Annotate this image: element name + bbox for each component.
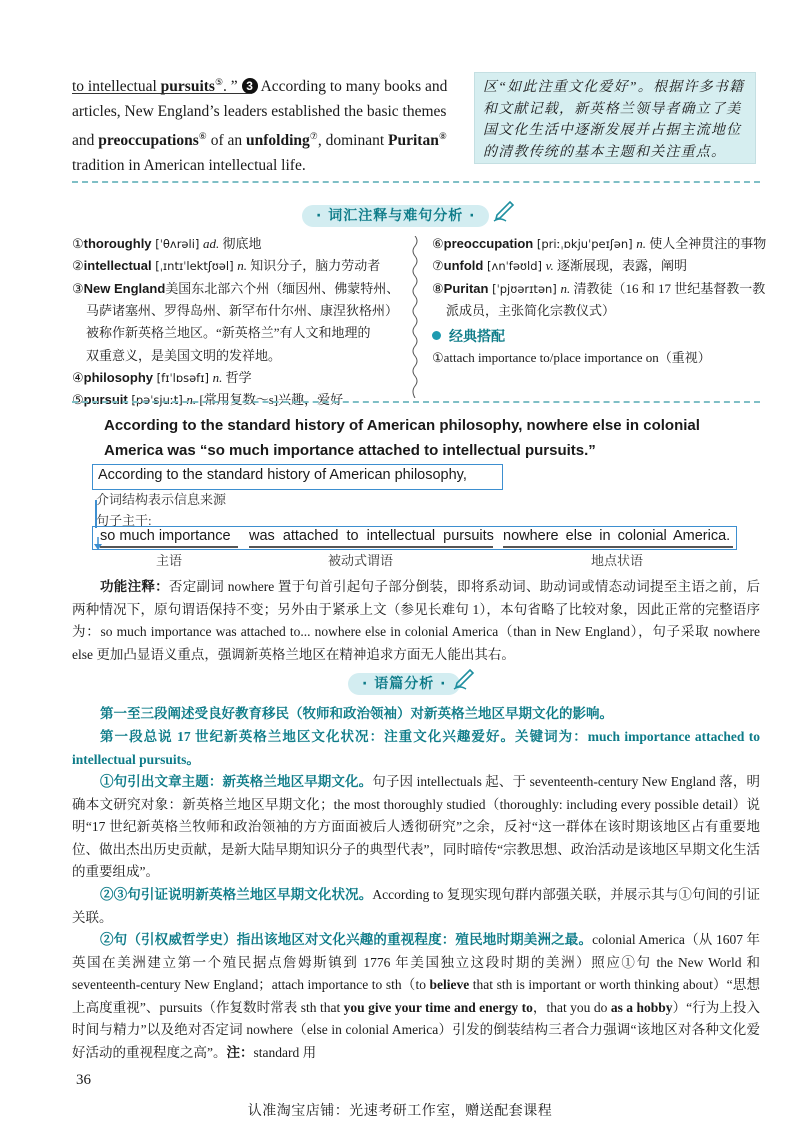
vocab-ipa: [ˈpjʊərɪtən] [488, 281, 561, 296]
vocab-word: intellectual [83, 258, 152, 274]
key-sentence: According to the standard history of American philosophy, nowhere else in colonial America was “so much importance attached to intellectual pursuits.” [104, 417, 700, 459]
vocab-ipa: [fɪˈlɒsəfɪ] [153, 370, 213, 385]
vocab-word: thoroughly [83, 236, 152, 251]
diagram-subject: so much importance [100, 528, 231, 544]
passage-english [72, 70, 472, 178]
vocab-pos: n. [636, 236, 650, 251]
vocab-entry [72, 255, 380, 277]
vocab-num: ④ [72, 369, 84, 385]
vocab-word: philosophy [83, 369, 153, 385]
underline-rule [72, 93, 252, 94]
vocab-meaning: 使人全神贯注的事物 [649, 236, 767, 251]
vocab-pos: ad. [203, 236, 223, 251]
vocab-ipa: [priːˌɒkjuˈpeɪʃən] [533, 237, 637, 251]
vocab-pos: n. [186, 392, 200, 408]
vocab-meaning: 哲学 [225, 369, 252, 385]
vocab-pos: n. [237, 258, 251, 274]
vocab-meaning: 清教徒（16 和 17 世纪基督教一教 [573, 280, 766, 296]
discourse-p1: 第一至三段阐述受良好教育移民（牧师和政治领袖）对新英格兰地区早期文化的影响。 [100, 706, 613, 721]
vocab-meaning: 逐渐展现，表露，阐明 [556, 258, 687, 274]
vocab-meaning: 双重意义，是美国文明的发祥地。 [86, 347, 282, 363]
translation-box: 区“如此注重文化爱好”。根据许多书籍和文献记载，新英格兰领导者确立了美国文化生活中逐渐发展并占据主流地位的清教传统的基本主题和关注重点。 [474, 72, 756, 164]
vocab-meaning: 马萨诸塞州、罗得岛州、新罕布什尔州、康涅狄格州） [86, 302, 399, 318]
page-number: 36 [76, 1072, 91, 1088]
discourse-p2: 第一段总说 17 世纪新英格兰地区文化状况：注重文化兴趣爱好。关键词为：much importance attached to intellectual pursuits。 [72, 729, 760, 767]
vocab-word: preoccupation [443, 236, 534, 251]
vocab-num: ⑦ [432, 258, 444, 274]
vocab-entry [446, 300, 615, 322]
vocab-num: ① [72, 236, 84, 251]
vocab-word: pursuit [83, 392, 128, 408]
vocab-num: ⑥ [432, 236, 444, 251]
diagram-row1-en: According to the standard history of American philosophy, [98, 467, 467, 483]
vocab-entry [72, 233, 262, 255]
adverbial-label: 地点状语 [591, 553, 644, 568]
passage-line-4: tradition in American intellectual life. [72, 157, 306, 174]
diagram-adverbial: nowhere else in colonial America. [503, 528, 731, 544]
subject-underline [100, 546, 238, 548]
function-note: 功能注释：否定副词 nowhere 置于句首引起句子部分倒装，即将系动词、助动词或情态动词提至主语之前，后两种情况下，原句谓语保持不变；另外由于紧承上文（参见长难句 1），本句省略了比较对象，因此正常的完整语序为：so much importance was attached to... nowhere else in colonial America（than in New England），句子采取 nowhere else 更加凸显语义重点，强调新英格兰地区在精神追求方面无人能出其右。 [72, 579, 760, 662]
vocab-ipa: [pəˈsjuːt] [127, 393, 187, 408]
adverbial-underline [503, 546, 733, 548]
bullet-dot-icon [432, 331, 441, 340]
diagram-row2-label: 句子主干: [96, 513, 152, 528]
vocab-num: ③ [72, 280, 84, 296]
vocab-entry [432, 233, 766, 255]
divider-top [72, 181, 760, 183]
discourse-p3: ①句引出文章主题：新英格兰地区早期文化。句子因 intellectuals 起、于 seventeenth-century New England 落，明确本文研究对象：新英格兰地区早期文化；the most thoroughly studied（thoroughly: including every possible detail）说明“17 世纪新英格兰牧师和政治领袖的方方面面被后人透彻研究”之余，反衬“这一群体在该时期该地区占有重要地位、做出杰出历史贡献，是新大陆早期知识分子的典型代表”，同时暗传“宗教思想、政治活动是该地区早期文化生活的重要组成”。 [72, 774, 761, 879]
vocab-meaning: 知识分子，脑力劳动者 [250, 258, 381, 274]
vocab-ipa: [ʌnˈfəʊld] [483, 259, 546, 274]
vocab-meaning: 美国东北部六个州（缅因州、佛蒙特州、 [165, 280, 400, 296]
vocab-ipa: [ˌɪntɪˈlektʃʊəl] [151, 259, 238, 274]
discourse-p5: ②句（引权威哲学史）指出该地区对文化兴趣的重视程度：殖民地时期美洲之最。colonial America（从 1607 年英国在美洲建立第一个殖民据点詹姆斯镇到 1776 年美国独立这段时期的美洲）照应①句 the New World 和 seventeenth-century New England；attach importance to sth（to believe that sth is important or worth thinking about）“思想上高度重视”、pursuits（作复数时常表 sth that you give your time and energy to，that you do as a hobby）“行为上投入时间与精力”以及绝对否定词 nowhere（else in colonial America）引发的倒装结构三者合力强调“该地区对各种文化爱好活动的重视程度之高”。注：standard 用 [72, 932, 761, 1060]
discourse-section-title: · 语篇分析 · [348, 673, 460, 695]
diagram-row1-zh: 介词结构表示信息来源 [96, 492, 227, 507]
vocab-pos: n. [560, 280, 574, 296]
footer-note: 认准淘宝店铺：光速考研工作室，赠送配套课程 [247, 1104, 553, 1119]
vocab-word: unfold [443, 258, 484, 274]
predicate-underline [249, 546, 493, 548]
vocab-word: Puritan [443, 280, 489, 296]
sentence-number-badge: 3 [242, 78, 258, 94]
vocab-pos: v. [545, 258, 557, 274]
diagram-predicate: was attached to intellectual pursuits [249, 528, 494, 544]
passage-line-2: articles, New England’s leaders established the basic themes [72, 103, 447, 120]
discourse-p4: ②③句引证说明新英格兰地区早期文化状况。According to 复现实现句群内部强关联，并展示其与①句间的引证关联。 [72, 887, 761, 925]
pen-icon [492, 199, 516, 223]
vocab-meaning: 彻底地 [222, 236, 262, 251]
wavy-divider [410, 236, 420, 398]
vocab-ipa: [ˈθʌrəli] [151, 237, 204, 251]
vocab-num: ⑧ [432, 280, 444, 296]
vocab-entry [86, 345, 281, 367]
passage-line-1: to intellectual pursuits⑤. ” 3 According to many books and [72, 77, 448, 95]
vocab-pos: n. [212, 369, 226, 385]
divider-middle [72, 401, 760, 403]
vocab-word: New England [83, 280, 166, 296]
vocab-meaning: 派成员，主张简化宗教仪式） [446, 302, 616, 318]
diagram-connector [95, 500, 97, 528]
passage-line-3: and preoccupations⑥ of an unfolding⑦, dominant Puritan⑧ [72, 131, 447, 149]
subject-label: 主语 [156, 553, 183, 568]
vocab-meaning: [常用复数～s]兴趣，爱好 [199, 392, 344, 408]
vocab-num: ⑤ [72, 392, 84, 408]
predicate-label: 被动式谓语 [328, 553, 394, 568]
vocab-entry [432, 255, 687, 277]
vocab-entry [86, 300, 398, 322]
vocab-meaning: 被称作新英格兰地区。“新英格兰”有人文和地理的 [86, 325, 371, 341]
vocab-num: ② [72, 258, 84, 274]
collocation-item: ①attach importance to/place importance on（重视） [432, 350, 711, 365]
vocab-section-title: · 词汇注释与难句分析 · [302, 205, 489, 227]
vocab-entry [72, 278, 399, 300]
vocab-entry [86, 322, 371, 344]
collocation-heading: 经典搭配 [432, 326, 505, 346]
vocab-entry [72, 367, 252, 389]
vocab-entry [432, 278, 765, 300]
pen-icon [452, 667, 476, 691]
